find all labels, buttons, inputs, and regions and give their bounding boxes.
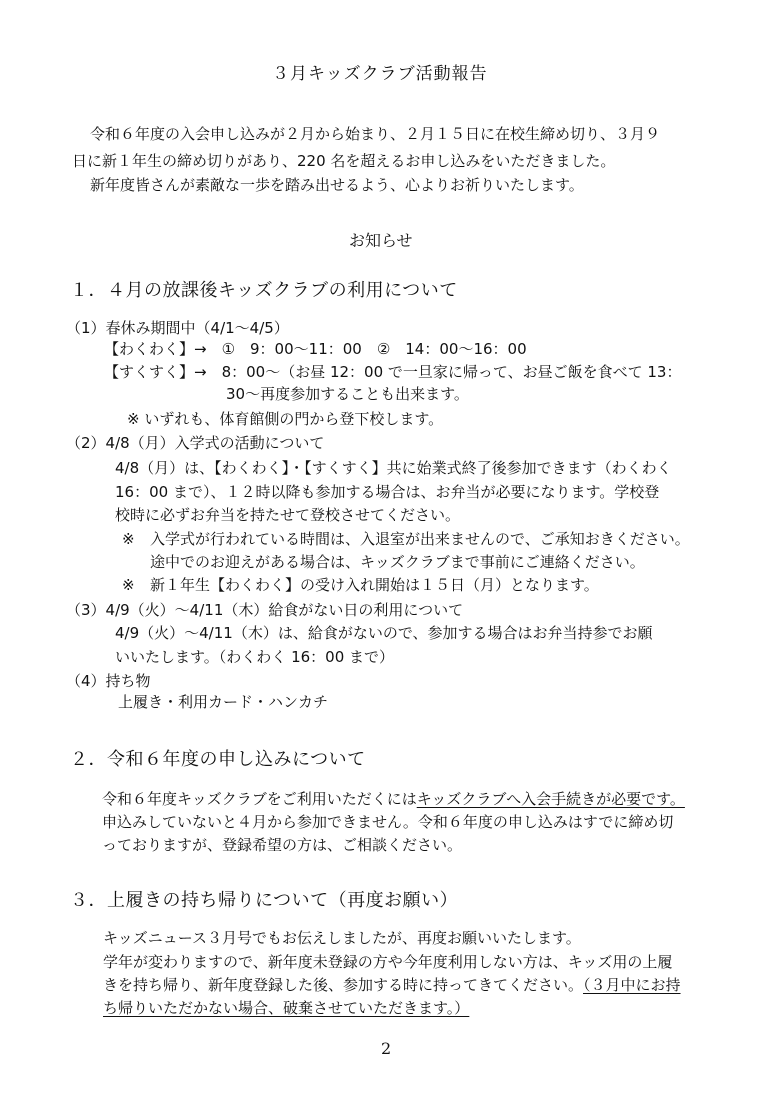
section-1-sub-2-note-1-line-1: 入学式が行われている時間は、入退室が出来ませんので、ご承知おきください。	[150, 530, 690, 548]
section-2-line-1	[102, 789, 685, 809]
section-1-sub-1-note: ※ いずれも、体育館側の門から登下校します。	[127, 410, 444, 428]
section-2-line-1-plain: 令和６年度キッズクラブをご利用いただくには	[102, 790, 417, 808]
section-1-sub-1-line-2: 【すくすく】→ 8：00～（お昼 12：00 で一旦家に帰って、お昼ご飯を食べて 13：	[104, 363, 682, 381]
section-1-sub-3-heading: （3）4/9（火）～4/11（木）給食がない日の利用について	[66, 601, 464, 619]
section-1-sub-4-heading: （4）持ち物	[66, 672, 151, 690]
intro-line-3: 新年度皆さんが素敵な一歩を踏み出せるよう、心よりお祈りいたします。	[90, 176, 584, 194]
section-2-heading: ２．令和６年度の申し込みについて	[70, 749, 366, 770]
intro-line-1: 令和６年度の入会申し込みが２月から始まり、２月１５日に在校生締め切り、３月９	[90, 125, 661, 143]
notice-heading: お知らせ	[349, 231, 413, 250]
section-1-sub-4-line-1: 上履き・利用カード・ハンカチ	[118, 693, 329, 711]
section-3-heading: ３．上履きの持ち帰りについて（再度お願い）	[70, 890, 459, 911]
section-1-sub-3-line-1: 4/9（火）～4/11（木）は、給食がないので、参加する場合はお弁当持参でお願	[115, 624, 653, 642]
section-3-line-3	[103, 975, 681, 995]
section-1-sub-2-heading: （2）4/8（月）入学式の活動について	[66, 434, 325, 452]
section-1-sub-2-line-3: 校時に必ずお弁当を持たせて登校させてください。	[115, 506, 461, 524]
section-1-sub-2-note-1-mark: ※	[122, 530, 135, 548]
section-3-line-1: キッズニュース３月号でもお伝えしましたが、再度お願いいたします。	[103, 929, 581, 947]
section-3-line-3-underlined: （３月中にお持	[583, 976, 681, 994]
section-1-sub-2-line-1: 4/8（月）は、【わくわく】・【すくすく】共に始業式終了後参加できます（わくわく	[115, 459, 672, 477]
section-3-line-3-plain: きを持ち帰り、新年度登録した後、参加する時に持ってきてください。	[103, 976, 584, 994]
document-title: ３月キッズクラブ活動報告	[272, 64, 488, 84]
section-1-sub-2-note-1-line-2: 途中でのお迎えがある場合は、キッズクラブまで事前にご連絡ください。	[150, 553, 645, 571]
section-1-sub-3-line-2: いいたします。（わくわく 16：00 まで）	[115, 648, 395, 666]
section-2-line-1-underlined: キッズクラブへ入会手続きが必要です。	[416, 790, 685, 808]
section-1-heading: １．４月の放課後キッズクラブの利用について	[70, 280, 458, 301]
page-number: 2	[381, 1039, 392, 1058]
section-3-line-2: 学年が変わりますので、新年度未登録の方や今年度利用しない方は、キッズ用の上履	[103, 953, 673, 971]
section-2-line-3: っておりますが、登録希望の方は、ご相談ください。	[102, 836, 463, 854]
intro-line-2: 日に新１年生の締め切りがあり、220 名を超えるお申し込みをいただきました。	[72, 152, 616, 170]
section-1-sub-2-line-2: 16：00 まで）、１２時以降も参加する場合は、お弁当が必要になります。学校登	[115, 483, 660, 501]
section-3-line-4: ち帰りいただかない場合、破棄させていただきます。）	[103, 999, 470, 1017]
section-1-sub-1-line-1: 【わくわく】→ ① 9：00～11：00 ② 14：00～16：00	[104, 340, 527, 358]
section-1-sub-2-note-2-mark: ※	[122, 576, 135, 594]
section-1-sub-2-note-2: 新１年生【わくわく】の受け入れ開始は１５日（月）となります。	[150, 576, 599, 594]
section-1-sub-1-line-3: 30～再度参加することも出来ます。	[226, 385, 469, 403]
section-2-line-2: 申込みしていないと４月から参加できません。令和６年度の申し込みはすでに締め切	[102, 813, 674, 831]
section-1-sub-1-heading: （1）春休み期間中（4/1～4/5）	[66, 319, 289, 337]
